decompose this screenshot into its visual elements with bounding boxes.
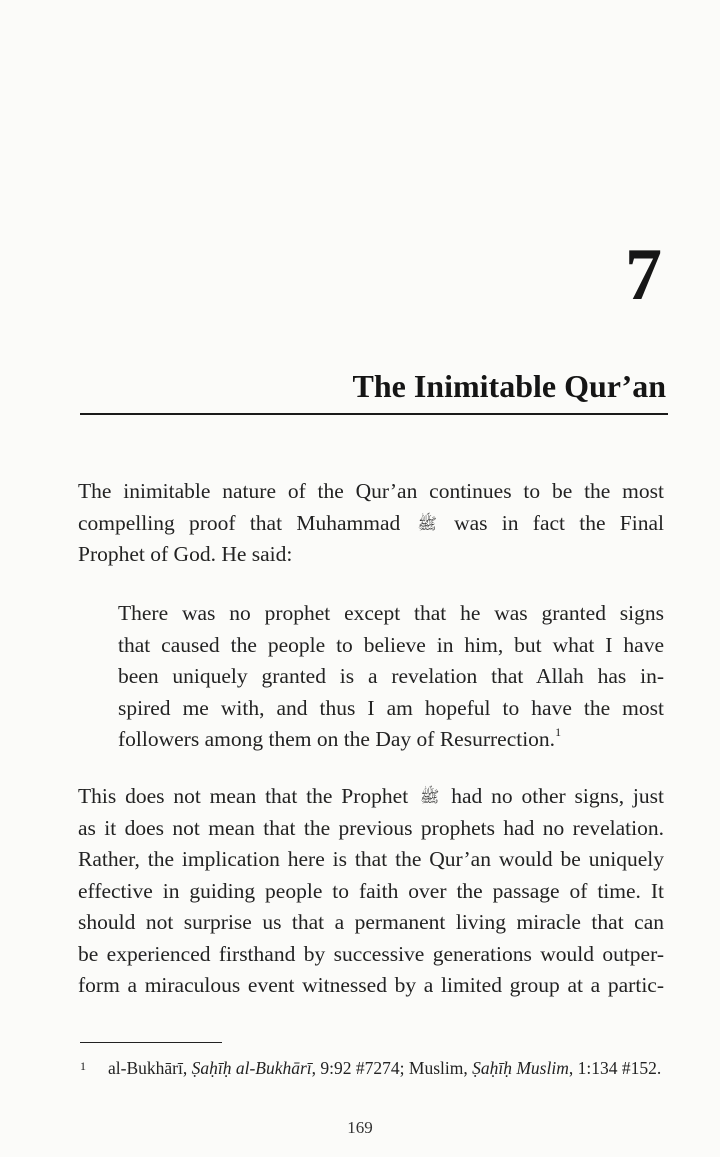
quote-line: that caused the people to believe in him, but what I have [118, 632, 664, 657]
text-line: The inimitable nature of the Qur’an continues to be the most [78, 479, 664, 503]
quote-line: There was no prophet except that he was granted signs [118, 601, 664, 625]
text-segment: This does not mean that the Prophet [78, 784, 409, 808]
footnote-segment: , 1:134 #152. [568, 1058, 662, 1078]
chapter-number: 7 [625, 234, 662, 316]
text-line [78, 508, 664, 540]
text-segment: compelling proof that Muhammad [78, 510, 401, 535]
footnote-book-title: Ṣaḥīḥ Muslim [472, 1058, 569, 1078]
footnote [80, 1055, 665, 1081]
quote-line: spired me with, and thus I am hopeful to have the most [118, 695, 664, 720]
text-line: as it does not mean that the previous prophets had no revelation. [78, 815, 664, 840]
footnote-segment: al-Bukhārī, [108, 1058, 192, 1078]
text-segment: was in fact the Final [454, 510, 664, 535]
body-paragraph [78, 781, 664, 1002]
quote-line [118, 724, 664, 756]
text-line [78, 781, 664, 813]
footnote-reference[interactable]: 1 [555, 725, 562, 739]
text-segment: had no other signs, just [451, 784, 664, 808]
footnote-divider [80, 1042, 222, 1043]
salawat-glyph: ﷺ [420, 789, 440, 806]
text-line: effective in guiding people to faith over the passage of time. It [78, 878, 664, 903]
text-line: Prophet of God. He said: [78, 542, 293, 566]
footnote-number: 1 [80, 1059, 86, 1073]
title-divider [80, 413, 668, 415]
text-line: should not surprise us that a permanent living miracle that can [78, 910, 664, 934]
footnote-text [108, 1055, 665, 1081]
salawat-glyph: ﷺ [417, 515, 437, 533]
text-line: form a miraculous event witnessed by a limited group at a partic- [78, 973, 664, 997]
hadith-quote [118, 598, 664, 756]
text-segment: followers among them on the Day of Resurrection. [118, 727, 556, 751]
footnote-book-title: Ṣaḥīḥ al-Bukhārī [191, 1058, 312, 1078]
text-line: be experienced firsthand by successive generations would outper- [78, 941, 664, 966]
quote-line: been uniquely granted is a revelation that Allah has in- [118, 664, 664, 688]
page-number: 169 [347, 1118, 373, 1137]
text-line: Rather, the implication here is that the Qur’an would be uniquely [78, 847, 664, 871]
chapter-title: The Inimitable Qur’an [352, 368, 666, 404]
intro-paragraph [78, 476, 664, 571]
footnote-segment: , 9:92 #7274; Muslim, [311, 1058, 473, 1078]
